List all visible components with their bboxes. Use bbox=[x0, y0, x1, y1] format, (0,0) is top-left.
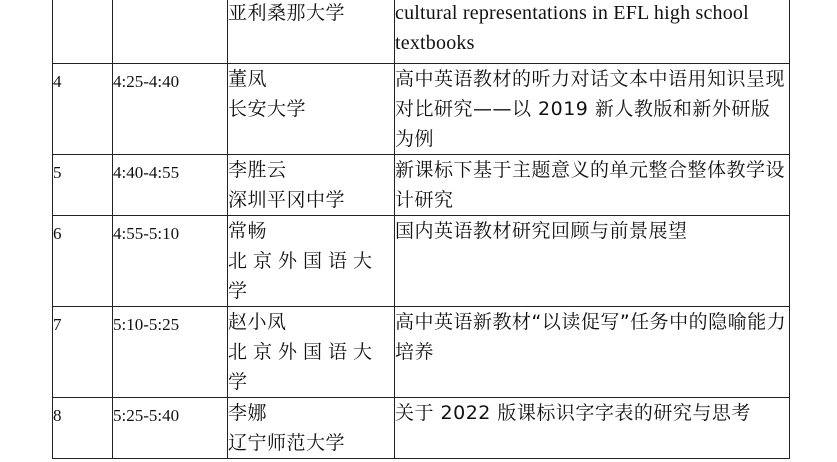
row-number-cell: 4 bbox=[53, 64, 113, 155]
time-cell: 5:25-5:40 bbox=[113, 398, 228, 459]
table-row bbox=[53, 307, 790, 398]
time-cell: 4:40-4:55 bbox=[113, 155, 228, 216]
affiliation-line: 深圳平冈中学 bbox=[228, 189, 346, 211]
topic-cell: cultural representations in EFL high school textbooks bbox=[395, 0, 790, 64]
speaker-cell bbox=[228, 64, 395, 155]
speaker-cell bbox=[228, 0, 395, 64]
speaker-name: 董凤 bbox=[228, 68, 268, 90]
table-row bbox=[53, 216, 790, 307]
row-number-cell: 6 bbox=[53, 216, 113, 307]
row-number-cell: 5 bbox=[53, 155, 113, 216]
time-cell: 4:25-4:40 bbox=[113, 64, 228, 155]
topic-cell: 高中英语教材的听力对话文本中语用知识呈现对比研究——以 2019 新人教版和新外研版为例 bbox=[395, 64, 790, 155]
time-cell bbox=[113, 0, 228, 64]
time-cell: 5:10-5:25 bbox=[113, 307, 228, 398]
affiliation-line: 北京外国语大 bbox=[228, 250, 379, 272]
topic-cell: 新课标下基于主题意义的单元整合整体教学设计研究 bbox=[395, 155, 790, 216]
speaker-name: 赵小凤 bbox=[228, 311, 287, 333]
speaker-cell bbox=[228, 155, 395, 216]
speaker-cell bbox=[228, 398, 395, 459]
topic-cell: 高中英语新教材“以读促写”任务中的隐喻能力培养 bbox=[395, 307, 790, 398]
affiliation-line: 长安大学 bbox=[228, 98, 307, 120]
table-row bbox=[53, 0, 790, 64]
schedule-table bbox=[52, 0, 790, 459]
affiliation-line: 学 bbox=[228, 371, 248, 393]
speaker-cell bbox=[228, 216, 395, 307]
speaker-name: 李娜 bbox=[228, 402, 268, 424]
time-cell: 4:55-5:10 bbox=[113, 216, 228, 307]
affiliation-line: 亚利桑那大学 bbox=[228, 2, 346, 24]
row-number-cell bbox=[53, 0, 113, 64]
affiliation-line: 辽宁师范大学 bbox=[228, 432, 346, 454]
row-number-cell: 7 bbox=[53, 307, 113, 398]
topic-cell: 关于 2022 版课标识字字表的研究与思考 bbox=[395, 398, 790, 459]
speaker-cell bbox=[228, 307, 395, 398]
topic-cell: 国内英语教材研究回顾与前景展望 bbox=[395, 216, 790, 307]
table-row bbox=[53, 398, 790, 459]
speaker-name: 李胜云 bbox=[228, 159, 287, 181]
row-number-cell: 8 bbox=[53, 398, 113, 459]
affiliation-line: 北京外国语大 bbox=[228, 341, 379, 363]
speaker-name: 常畅 bbox=[228, 220, 268, 242]
table-row bbox=[53, 155, 790, 216]
table-row bbox=[53, 64, 790, 155]
affiliation-line: 学 bbox=[228, 280, 248, 302]
